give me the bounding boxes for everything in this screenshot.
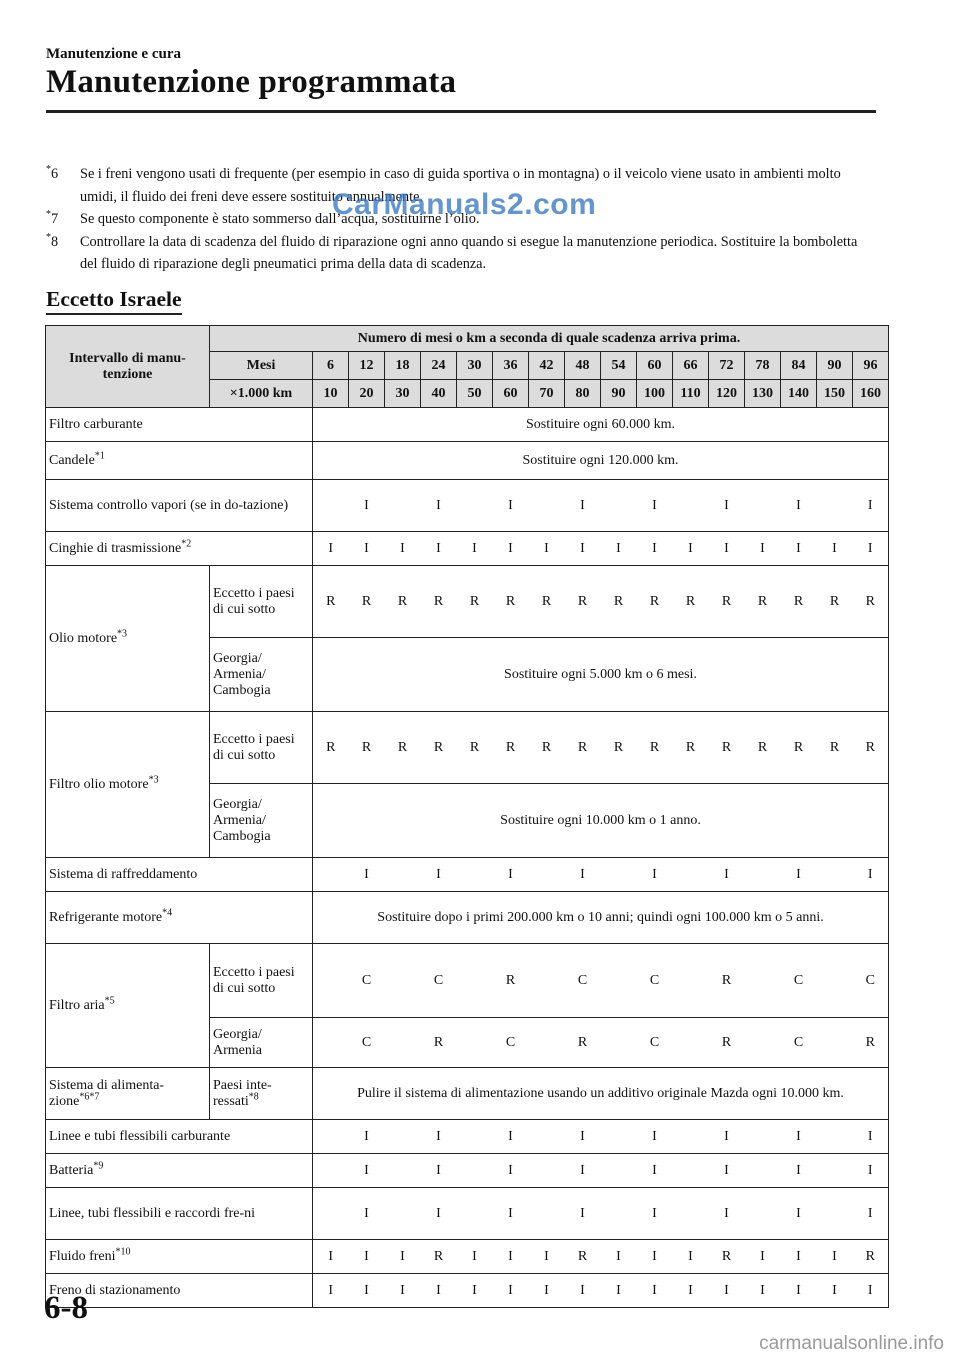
schedule-cell: R <box>493 944 529 1018</box>
schedule-cell: R <box>673 566 709 638</box>
schedule-cell: I <box>781 1120 817 1154</box>
row-label-coolant: Refrigerante motore$^{*4}$ <box>46 892 313 944</box>
schedule-cell: R <box>313 566 349 638</box>
row-label-fuel-system: Sistema di alimenta-zione$^{*6*7}$ <box>46 1068 210 1120</box>
schedule-cell <box>457 1188 493 1240</box>
footnote-ref: *6 <box>46 164 59 182</box>
schedule-cell <box>313 944 349 1018</box>
schedule-cell: I <box>637 1240 673 1274</box>
schedule-cell: I <box>349 1120 385 1154</box>
km-header-cell: 50 <box>457 380 493 408</box>
schedule-cell: I <box>421 1154 457 1188</box>
schedule-cell: I <box>349 1240 385 1274</box>
schedule-cell: I <box>817 1240 853 1274</box>
sub-label-georgia: Georgia/ Armenia/ Cambogia <box>210 784 313 858</box>
km-label: ×1.000 km <box>210 380 313 408</box>
schedule-cell <box>817 944 853 1018</box>
schedule-cell: I <box>781 532 817 566</box>
schedule-cell: I <box>853 1154 889 1188</box>
schedule-cell <box>817 858 853 892</box>
footnote-text: Se i freni vengono usati di frequente (per esempio in caso di guida sportiva o in montagna) o il veicolo viene usato in ambienti molto umidi, il fluido dei freni deve essere sostituito annualmente. <box>80 166 841 205</box>
schedule-cell: I <box>421 1120 457 1154</box>
schedule-cell: I <box>745 532 781 566</box>
month-header-cell: 12 <box>349 352 385 380</box>
month-header-cell: 60 <box>637 352 673 380</box>
schedule-cell: I <box>853 532 889 566</box>
schedule-cell: I <box>565 532 601 566</box>
schedule-cell: I <box>745 1274 781 1308</box>
schedule-cell: R <box>853 712 889 784</box>
schedule-cell <box>529 1188 565 1240</box>
schedule-cell <box>313 1018 349 1068</box>
schedule-cell: I <box>493 1240 529 1274</box>
schedule-cell: R <box>817 566 853 638</box>
month-header-cell: 18 <box>385 352 421 380</box>
schedule-cell <box>529 1018 565 1068</box>
schedule-cell: R <box>853 1240 889 1274</box>
schedule-cell <box>457 1018 493 1068</box>
schedule-cell: R <box>745 712 781 784</box>
schedule-cell <box>745 858 781 892</box>
footnote-ref: *7 <box>46 209 59 227</box>
watermark: CarManuals2.com <box>332 188 597 221</box>
schedule-cell: I <box>709 858 745 892</box>
schedule-cell: I <box>457 1240 493 1274</box>
schedule-cell: I <box>493 480 529 532</box>
row-label-fuel-lines: Linee e tubi flessibili carburante <box>46 1120 313 1154</box>
schedule-cell: I <box>313 1240 349 1274</box>
row-label-fuel-filter: Filtro carburante <box>46 408 313 442</box>
schedule-cell: I <box>709 1274 745 1308</box>
schedule-cell: R <box>745 566 781 638</box>
schedule-cell: I <box>709 480 745 532</box>
schedule-cell <box>313 480 349 532</box>
schedule-cell: I <box>601 532 637 566</box>
schedule-cell <box>385 480 421 532</box>
km-header-cell: 130 <box>745 380 781 408</box>
schedule-cell <box>385 1018 421 1068</box>
schedule-cell <box>817 1120 853 1154</box>
schedule-cell <box>745 944 781 1018</box>
month-header-cell: 42 <box>529 352 565 380</box>
schedule-cell <box>673 1120 709 1154</box>
schedule-cell: I <box>709 1154 745 1188</box>
schedule-cell <box>529 944 565 1018</box>
schedule-cell <box>817 1188 853 1240</box>
page-title: Manutenzione programmata <box>46 64 457 100</box>
schedule-cell <box>817 1154 853 1188</box>
schedule-cell <box>457 944 493 1018</box>
schedule-cell <box>385 858 421 892</box>
schedule-cell: I <box>493 1120 529 1154</box>
km-header-cell: 160 <box>853 380 889 408</box>
schedule-cell <box>457 1154 493 1188</box>
schedule-cell <box>601 1120 637 1154</box>
title-rule <box>46 110 876 113</box>
period-header: Numero di mesi o km a seconda di quale scadenza arriva prima. <box>210 326 889 352</box>
schedule-cell: I <box>853 1120 889 1154</box>
schedule-cell: R <box>313 712 349 784</box>
schedule-cell: I <box>493 532 529 566</box>
schedule-cell: I <box>601 1240 637 1274</box>
schedule-cell: I <box>637 1274 673 1308</box>
sub-label-except: Eccetto i paesi di cui sotto <box>210 944 313 1018</box>
schedule-cell <box>385 1154 421 1188</box>
schedule-cell: R <box>421 566 457 638</box>
schedule-cell <box>529 480 565 532</box>
month-header-cell: 6 <box>313 352 349 380</box>
schedule-cell: I <box>601 1274 637 1308</box>
schedule-cell: R <box>421 1240 457 1274</box>
schedule-cell: R <box>565 1240 601 1274</box>
month-header-cell: 54 <box>601 352 637 380</box>
schedule-cell: C <box>493 1018 529 1068</box>
schedule-cell: R <box>709 1240 745 1274</box>
schedule-cell: I <box>637 1154 673 1188</box>
schedule-cell: I <box>313 1274 349 1308</box>
schedule-cell: I <box>673 1274 709 1308</box>
schedule-cell: I <box>349 1188 385 1240</box>
schedule-cell: R <box>853 566 889 638</box>
schedule-cell: I <box>637 1120 673 1154</box>
month-header-cell: 72 <box>709 352 745 380</box>
schedule-cell: I <box>349 480 385 532</box>
span-text: Sostituire ogni 60.000 km. <box>313 408 889 442</box>
schedule-cell: I <box>565 1120 601 1154</box>
schedule-cell <box>313 858 349 892</box>
schedule-cell <box>745 1188 781 1240</box>
schedule-cell: I <box>565 1274 601 1308</box>
schedule-cell <box>457 1120 493 1154</box>
km-header-cell: 40 <box>421 380 457 408</box>
row-label-parking-brake: Freno di stazionamento <box>46 1274 313 1308</box>
schedule-cell <box>313 1188 349 1240</box>
footnote-text: Se questo componente è stato sommerso dall’acqua, sostituirne l’olio. <box>80 211 480 227</box>
schedule-cell: R <box>637 566 673 638</box>
schedule-cell <box>745 1120 781 1154</box>
km-header-cell: 120 <box>709 380 745 408</box>
schedule-cell: I <box>313 532 349 566</box>
schedule-cell: I <box>421 480 457 532</box>
schedule-cell <box>673 1188 709 1240</box>
km-header-cell: 90 <box>601 380 637 408</box>
footnote <box>46 231 876 276</box>
schedule-cell <box>385 1188 421 1240</box>
month-header-cell: 96 <box>853 352 889 380</box>
schedule-cell: C <box>781 944 817 1018</box>
schedule-cell: R <box>349 566 385 638</box>
schedule-cell: I <box>853 480 889 532</box>
km-header-cell: 20 <box>349 380 385 408</box>
schedule-cell: R <box>817 712 853 784</box>
km-header-cell: 110 <box>673 380 709 408</box>
month-header-cell: 48 <box>565 352 601 380</box>
schedule-cell: I <box>781 1154 817 1188</box>
schedule-cell: R <box>493 566 529 638</box>
schedule-cell: I <box>709 1120 745 1154</box>
row-label-battery: Batteria$^{*9}$ <box>46 1154 313 1188</box>
schedule-cell <box>313 1154 349 1188</box>
schedule-cell: I <box>493 1154 529 1188</box>
schedule-cell <box>385 1120 421 1154</box>
row-label-evap-system: Sistema controllo vapori (se in do-tazione) <box>46 480 313 532</box>
schedule-cell: R <box>601 566 637 638</box>
schedule-cell: I <box>853 1274 889 1308</box>
schedule-cell: I <box>349 1274 385 1308</box>
schedule-cell <box>673 944 709 1018</box>
month-header-cell: 36 <box>493 352 529 380</box>
schedule-cell <box>385 944 421 1018</box>
schedule-cell: R <box>385 712 421 784</box>
schedule-cell <box>817 1018 853 1068</box>
span-text: Pulire il sistema di alimentazione usando un additivo originale Mazda ogni 10.000 km. <box>313 1068 889 1120</box>
schedule-cell <box>313 1120 349 1154</box>
schedule-cell: R <box>385 566 421 638</box>
schedule-cell: R <box>349 712 385 784</box>
row-label-spark-plugs: Candele$^{*1}$ <box>46 442 313 480</box>
schedule-cell: C <box>349 944 385 1018</box>
schedule-cell: R <box>457 566 493 638</box>
span-text: Sostituire dopo i primi 200.000 km o 10 anni; quindi ogni 100.000 km o 5 anni. <box>313 892 889 944</box>
sub-label-except: Eccetto i paesi di cui sotto <box>210 566 313 638</box>
month-header-cell: 78 <box>745 352 781 380</box>
schedule-cell: I <box>709 1188 745 1240</box>
schedule-cell: R <box>565 1018 601 1068</box>
months-label: Mesi <box>210 352 313 380</box>
km-header-cell: 30 <box>385 380 421 408</box>
schedule-cell: C <box>421 944 457 1018</box>
row-label-oil-filter: Filtro olio motore$^{*3}$ <box>46 712 210 858</box>
schedule-cell <box>673 480 709 532</box>
schedule-cell: R <box>853 1018 889 1068</box>
schedule-cell: I <box>673 1240 709 1274</box>
schedule-cell: R <box>601 712 637 784</box>
km-header-cell: 10 <box>313 380 349 408</box>
schedule-cell: I <box>349 1154 385 1188</box>
span-text: Sostituire ogni 120.000 km. <box>313 442 889 480</box>
schedule-cell <box>745 1018 781 1068</box>
schedule-cell: R <box>421 1018 457 1068</box>
sub-label-countries: Paesi inte-ressati$^{*8}$ <box>210 1068 313 1120</box>
schedule-cell <box>673 858 709 892</box>
schedule-cell <box>601 1154 637 1188</box>
row-label-engine-oil: Olio motore$^{*3}$ <box>46 566 210 712</box>
schedule-cell: C <box>853 944 889 1018</box>
schedule-cell: I <box>781 480 817 532</box>
schedule-cell <box>601 944 637 1018</box>
schedule-cell: R <box>781 712 817 784</box>
schedule-cell: I <box>565 1154 601 1188</box>
schedule-cell: R <box>709 944 745 1018</box>
schedule-cell: I <box>637 532 673 566</box>
sub-label-georgia: Georgia/ Armenia/ Cambogia <box>210 638 313 712</box>
schedule-cell: R <box>709 566 745 638</box>
schedule-cell: R <box>709 712 745 784</box>
schedule-cell: I <box>637 1188 673 1240</box>
schedule-cell: I <box>781 1274 817 1308</box>
schedule-cell: I <box>781 1188 817 1240</box>
schedule-cell <box>673 1018 709 1068</box>
row-label-cooling: Sistema di raffreddamento <box>46 858 313 892</box>
schedule-cell: I <box>673 532 709 566</box>
schedule-cell: C <box>637 1018 673 1068</box>
schedule-cell: I <box>385 1274 421 1308</box>
schedule-cell: R <box>457 712 493 784</box>
footer-watermark: carmanualsonline.info <box>759 1333 944 1354</box>
schedule-cell <box>601 858 637 892</box>
schedule-cell: R <box>493 712 529 784</box>
sub-label-except: Eccetto i paesi di cui sotto <box>210 712 313 784</box>
schedule-cell: I <box>493 1188 529 1240</box>
km-header-cell: 140 <box>781 380 817 408</box>
schedule-cell: I <box>529 1274 565 1308</box>
month-header-cell: 90 <box>817 352 853 380</box>
month-header-cell: 84 <box>781 352 817 380</box>
sub-label-georgia: Georgia/ Armenia <box>210 1018 313 1068</box>
schedule-cell: I <box>781 858 817 892</box>
schedule-cell: I <box>853 1188 889 1240</box>
schedule-cell: I <box>565 858 601 892</box>
schedule-cell: R <box>529 566 565 638</box>
schedule-cell <box>529 1154 565 1188</box>
footnote-ref: *8 <box>46 231 59 250</box>
schedule-cell: I <box>853 858 889 892</box>
section-label: Manutenzione e cura <box>46 46 181 62</box>
page-number: 6-8 <box>44 1290 88 1326</box>
schedule-cell: I <box>565 1188 601 1240</box>
km-header-cell: 70 <box>529 380 565 408</box>
schedule-cell: I <box>637 858 673 892</box>
schedule-cell <box>457 858 493 892</box>
schedule-cell: I <box>457 532 493 566</box>
km-header-cell: 60 <box>493 380 529 408</box>
schedule-cell: R <box>709 1018 745 1068</box>
section-heading: Eccetto Israele <box>46 287 182 315</box>
schedule-cell: C <box>781 1018 817 1068</box>
schedule-cell <box>457 480 493 532</box>
schedule-cell: I <box>529 532 565 566</box>
schedule-cell: R <box>781 566 817 638</box>
row-label-brake-lines: Linee, tubi flessibili e raccordi fre-ni <box>46 1188 313 1240</box>
schedule-cell: I <box>817 1274 853 1308</box>
schedule-cell: I <box>385 1240 421 1274</box>
schedule-cell: I <box>421 1274 457 1308</box>
schedule-cell <box>745 1154 781 1188</box>
schedule-cell: R <box>421 712 457 784</box>
row-label-drive-belts: Cinghie di trasmissione$^{*2}$ <box>46 532 313 566</box>
schedule-cell: I <box>781 1240 817 1274</box>
schedule-cell: I <box>421 1188 457 1240</box>
schedule-cell: R <box>565 566 601 638</box>
schedule-cell: I <box>493 1274 529 1308</box>
schedule-cell <box>529 1120 565 1154</box>
schedule-cell: R <box>529 712 565 784</box>
schedule-cell: I <box>817 532 853 566</box>
km-header-cell: 80 <box>565 380 601 408</box>
schedule-cell: R <box>565 712 601 784</box>
schedule-cell <box>601 1188 637 1240</box>
schedule-cell: C <box>349 1018 385 1068</box>
schedule-cell: I <box>637 480 673 532</box>
schedule-cell: I <box>385 532 421 566</box>
maintenance-schedule-table <box>45 325 889 1308</box>
schedule-cell: I <box>421 532 457 566</box>
schedule-cell: I <box>745 1240 781 1274</box>
schedule-cell: C <box>565 944 601 1018</box>
schedule-cell: I <box>493 858 529 892</box>
schedule-cell: C <box>637 944 673 1018</box>
month-header-cell: 24 <box>421 352 457 380</box>
month-header-cell: 30 <box>457 352 493 380</box>
schedule-cell <box>673 1154 709 1188</box>
schedule-cell <box>817 480 853 532</box>
row-label-air-filter: Filtro aria$^{*5}$ <box>46 944 210 1068</box>
span-text: Sostituire ogni 10.000 km o 1 anno. <box>313 784 889 858</box>
schedule-cell <box>601 480 637 532</box>
km-header-cell: 150 <box>817 380 853 408</box>
schedule-cell <box>601 1018 637 1068</box>
schedule-cell <box>745 480 781 532</box>
schedule-cell: I <box>421 858 457 892</box>
schedule-cell <box>529 858 565 892</box>
schedule-cell: I <box>529 1240 565 1274</box>
span-text: Sostituire ogni 5.000 km o 6 mesi. <box>313 638 889 712</box>
km-header-cell: 100 <box>637 380 673 408</box>
footnote-text: Controllare la data di scadenza del fluido di riparazione ogni anno quando si esegue la manutenzione periodica. Sostituire la bomboletta del fluido di riparazione degli pneumatici prima della data di scadenza. <box>80 233 858 272</box>
schedule-cell: I <box>349 858 385 892</box>
schedule-cell: I <box>709 532 745 566</box>
month-header-cell: 66 <box>673 352 709 380</box>
schedule-cell: R <box>673 712 709 784</box>
schedule-cell: I <box>565 480 601 532</box>
schedule-cell: R <box>637 712 673 784</box>
interval-header: Intervallo di manu-tenzione <box>46 326 210 408</box>
row-label-brake-fluid: Fluido freni$^{*10}$ <box>46 1240 313 1274</box>
schedule-cell: I <box>457 1274 493 1308</box>
schedule-cell: I <box>349 532 385 566</box>
